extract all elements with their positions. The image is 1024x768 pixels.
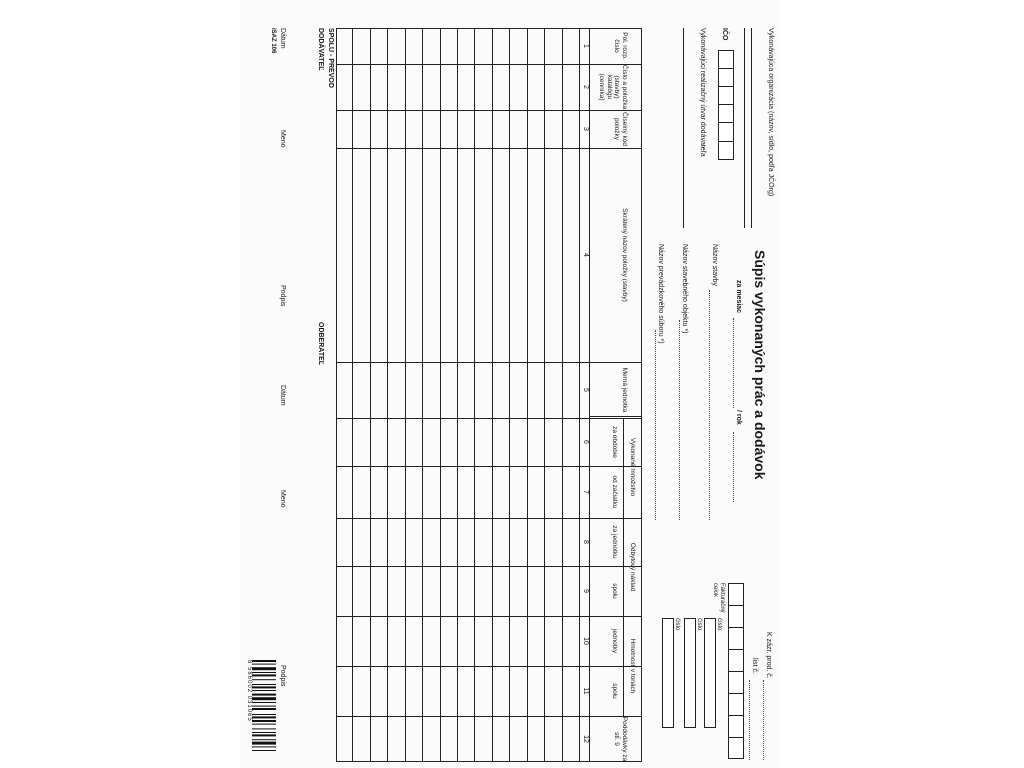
column-number: 9 bbox=[582, 589, 589, 593]
ico-box[interactable] bbox=[718, 50, 734, 160]
column-header: jednotky bbox=[611, 628, 618, 654]
table-row-line bbox=[352, 28, 353, 762]
column-number: 1 bbox=[582, 44, 589, 48]
table-col-divider bbox=[336, 110, 642, 111]
form-code: iSAZ 106 bbox=[270, 28, 276, 54]
file-label: Názov prevádzkového súboru *) bbox=[657, 244, 664, 344]
barcode-bar bbox=[252, 732, 276, 733]
column-header: Číslo a položka (stavby) katalógu (cenníka) bbox=[598, 64, 628, 110]
month-field[interactable] bbox=[733, 318, 734, 408]
column-number: 8 bbox=[582, 540, 589, 544]
barcode-bar bbox=[252, 728, 276, 729]
barcode-bar bbox=[252, 739, 276, 740]
barcode-bar bbox=[252, 708, 276, 710]
ref-field[interactable] bbox=[763, 680, 764, 760]
table-row-line bbox=[405, 28, 406, 762]
column-number: 4 bbox=[582, 253, 589, 257]
number-label: číslo bbox=[674, 618, 680, 631]
invoice-label: Fakturačný celok bbox=[712, 583, 725, 613]
barcode-bar bbox=[252, 674, 276, 676]
column-number: 10 bbox=[582, 637, 589, 645]
table-row-line bbox=[387, 28, 388, 762]
box-div bbox=[728, 649, 744, 650]
number-label: číslo bbox=[696, 618, 702, 631]
table-col-divider bbox=[336, 666, 642, 667]
barcode-bar bbox=[252, 684, 276, 685]
ref-label: K zázr. prod. č. bbox=[765, 632, 772, 679]
column-number: 5 bbox=[582, 388, 589, 392]
table-col-divider bbox=[336, 616, 642, 617]
table-col-divider bbox=[336, 362, 642, 363]
column-header: Poddodávky za stĺ. 9 bbox=[613, 716, 628, 762]
number-box-3[interactable] bbox=[662, 618, 674, 728]
total-label: SPOLU - PREVOD bbox=[327, 28, 334, 88]
sheet-label: list č. bbox=[751, 658, 758, 674]
column-header: spolu bbox=[611, 683, 618, 699]
year-field[interactable] bbox=[733, 432, 734, 502]
table-col-divider bbox=[336, 716, 642, 717]
group-header-divider bbox=[590, 416, 642, 417]
column-header: Merná jednotka bbox=[621, 367, 628, 413]
table-row-line bbox=[474, 28, 475, 762]
group-header-quantity bbox=[629, 418, 637, 516]
sheet-field[interactable] bbox=[749, 680, 750, 760]
table-col-divider bbox=[336, 148, 642, 149]
box-div bbox=[728, 671, 744, 672]
table-row-line bbox=[562, 28, 563, 762]
object-field[interactable] bbox=[679, 320, 680, 520]
table-col-divider bbox=[336, 518, 642, 519]
customer-sign: Podpis bbox=[279, 665, 286, 687]
table-row-line bbox=[527, 28, 528, 762]
payer-line bbox=[683, 28, 684, 228]
invoice-number-box[interactable] bbox=[704, 618, 716, 728]
group-header-cost bbox=[629, 518, 637, 616]
barcode-bar bbox=[252, 746, 276, 747]
barcode-bar bbox=[252, 706, 276, 707]
year-label: / rok bbox=[735, 410, 742, 425]
form-title: Súpis vykonaných prác a dodávok bbox=[752, 250, 768, 480]
column-header: Pol. rozp. číslo bbox=[613, 32, 628, 60]
barcode-bar bbox=[252, 672, 276, 673]
barcode-bar bbox=[252, 686, 276, 688]
table-col-divider bbox=[336, 418, 642, 419]
rotated-form bbox=[240, 0, 780, 768]
table-row-line bbox=[492, 28, 493, 762]
barcode-bar bbox=[252, 697, 276, 700]
column-number: 2 bbox=[582, 85, 589, 89]
box-div bbox=[728, 693, 744, 694]
number-box-2[interactable] bbox=[684, 618, 696, 728]
ico-div bbox=[718, 86, 734, 87]
month-label: za mesiac bbox=[735, 280, 742, 314]
barcode-bar bbox=[252, 734, 276, 736]
customer-date: Dátum bbox=[279, 385, 286, 406]
payer-label: Vykonávajúci realizačný útvar dodávateľa bbox=[699, 28, 706, 157]
supplier-label: DODÁVATEĽ bbox=[317, 28, 324, 71]
org-label: Vykonávajúca organizácia (názov, sídlo, podľa JČOrg) bbox=[767, 28, 774, 197]
column-number: 3 bbox=[582, 127, 589, 131]
number-label: číslo bbox=[716, 618, 722, 631]
barcode-bar bbox=[252, 702, 276, 703]
barcode-bar bbox=[252, 724, 276, 725]
column-number: 7 bbox=[582, 490, 589, 494]
table-row-line bbox=[509, 28, 510, 762]
file-field[interactable] bbox=[655, 330, 656, 520]
column-header: od začiatku bbox=[611, 475, 618, 509]
barcode-bar bbox=[252, 660, 276, 662]
object-label: Názov stavebného objektu *) bbox=[681, 244, 688, 334]
column-header: za jednotku bbox=[611, 525, 618, 559]
table-row-line bbox=[422, 28, 423, 762]
box-div bbox=[728, 605, 744, 606]
ico-label: IČO bbox=[721, 28, 728, 41]
supplier-sign: Podpis bbox=[279, 285, 286, 307]
table-header-bottom bbox=[589, 28, 590, 762]
supplier-name: Meno bbox=[279, 130, 286, 148]
table-row-line bbox=[440, 28, 441, 762]
barcode-bar bbox=[252, 667, 276, 670]
barcode-bar bbox=[252, 694, 276, 696]
barcode-bar bbox=[252, 716, 276, 718]
customer-name: Meno bbox=[279, 490, 286, 508]
column-number: 11 bbox=[582, 687, 589, 695]
column-header: Číselný kód položky bbox=[613, 112, 628, 146]
table-row-line bbox=[457, 28, 458, 762]
column-number: 6 bbox=[582, 440, 589, 444]
supplier-date: Dátum bbox=[279, 28, 286, 49]
box-div bbox=[728, 715, 744, 716]
building-field[interactable] bbox=[709, 290, 710, 520]
box-div bbox=[728, 737, 744, 738]
column-header: za obdobie bbox=[611, 426, 618, 458]
customer-label: ODBERATEĽ bbox=[317, 322, 324, 366]
column-header: spolu bbox=[611, 583, 618, 599]
column-header: Skrátený názov položky (stavby) bbox=[621, 208, 628, 302]
table-row-line bbox=[544, 28, 545, 762]
barcode-bar bbox=[252, 679, 276, 680]
barcode-bar bbox=[252, 750, 276, 751]
org-line-2 bbox=[744, 28, 745, 228]
box-div bbox=[728, 627, 744, 628]
barcode-bar bbox=[252, 714, 276, 715]
ico-div bbox=[718, 122, 734, 123]
barcode-bar bbox=[252, 690, 276, 691]
ico-div bbox=[718, 68, 734, 69]
building-label: Názov stavby bbox=[711, 244, 718, 287]
ico-div bbox=[718, 141, 734, 142]
barcode-bar bbox=[252, 742, 276, 745]
group-header-divider bbox=[623, 418, 624, 716]
table-col-divider bbox=[336, 64, 642, 65]
column-number: 12 bbox=[582, 735, 589, 743]
table-col-divider bbox=[336, 566, 642, 567]
ico-div bbox=[718, 104, 734, 105]
org-line bbox=[751, 28, 752, 228]
barcode-digits: 8 586002 031065 bbox=[246, 660, 252, 722]
barcode bbox=[252, 660, 276, 760]
table-row-line bbox=[370, 28, 371, 762]
barcode-bar bbox=[252, 720, 276, 722]
table-number-row-bottom bbox=[579, 28, 580, 762]
items-table bbox=[336, 28, 642, 762]
table-col-divider bbox=[336, 466, 642, 467]
barcode-bar bbox=[252, 664, 276, 665]
